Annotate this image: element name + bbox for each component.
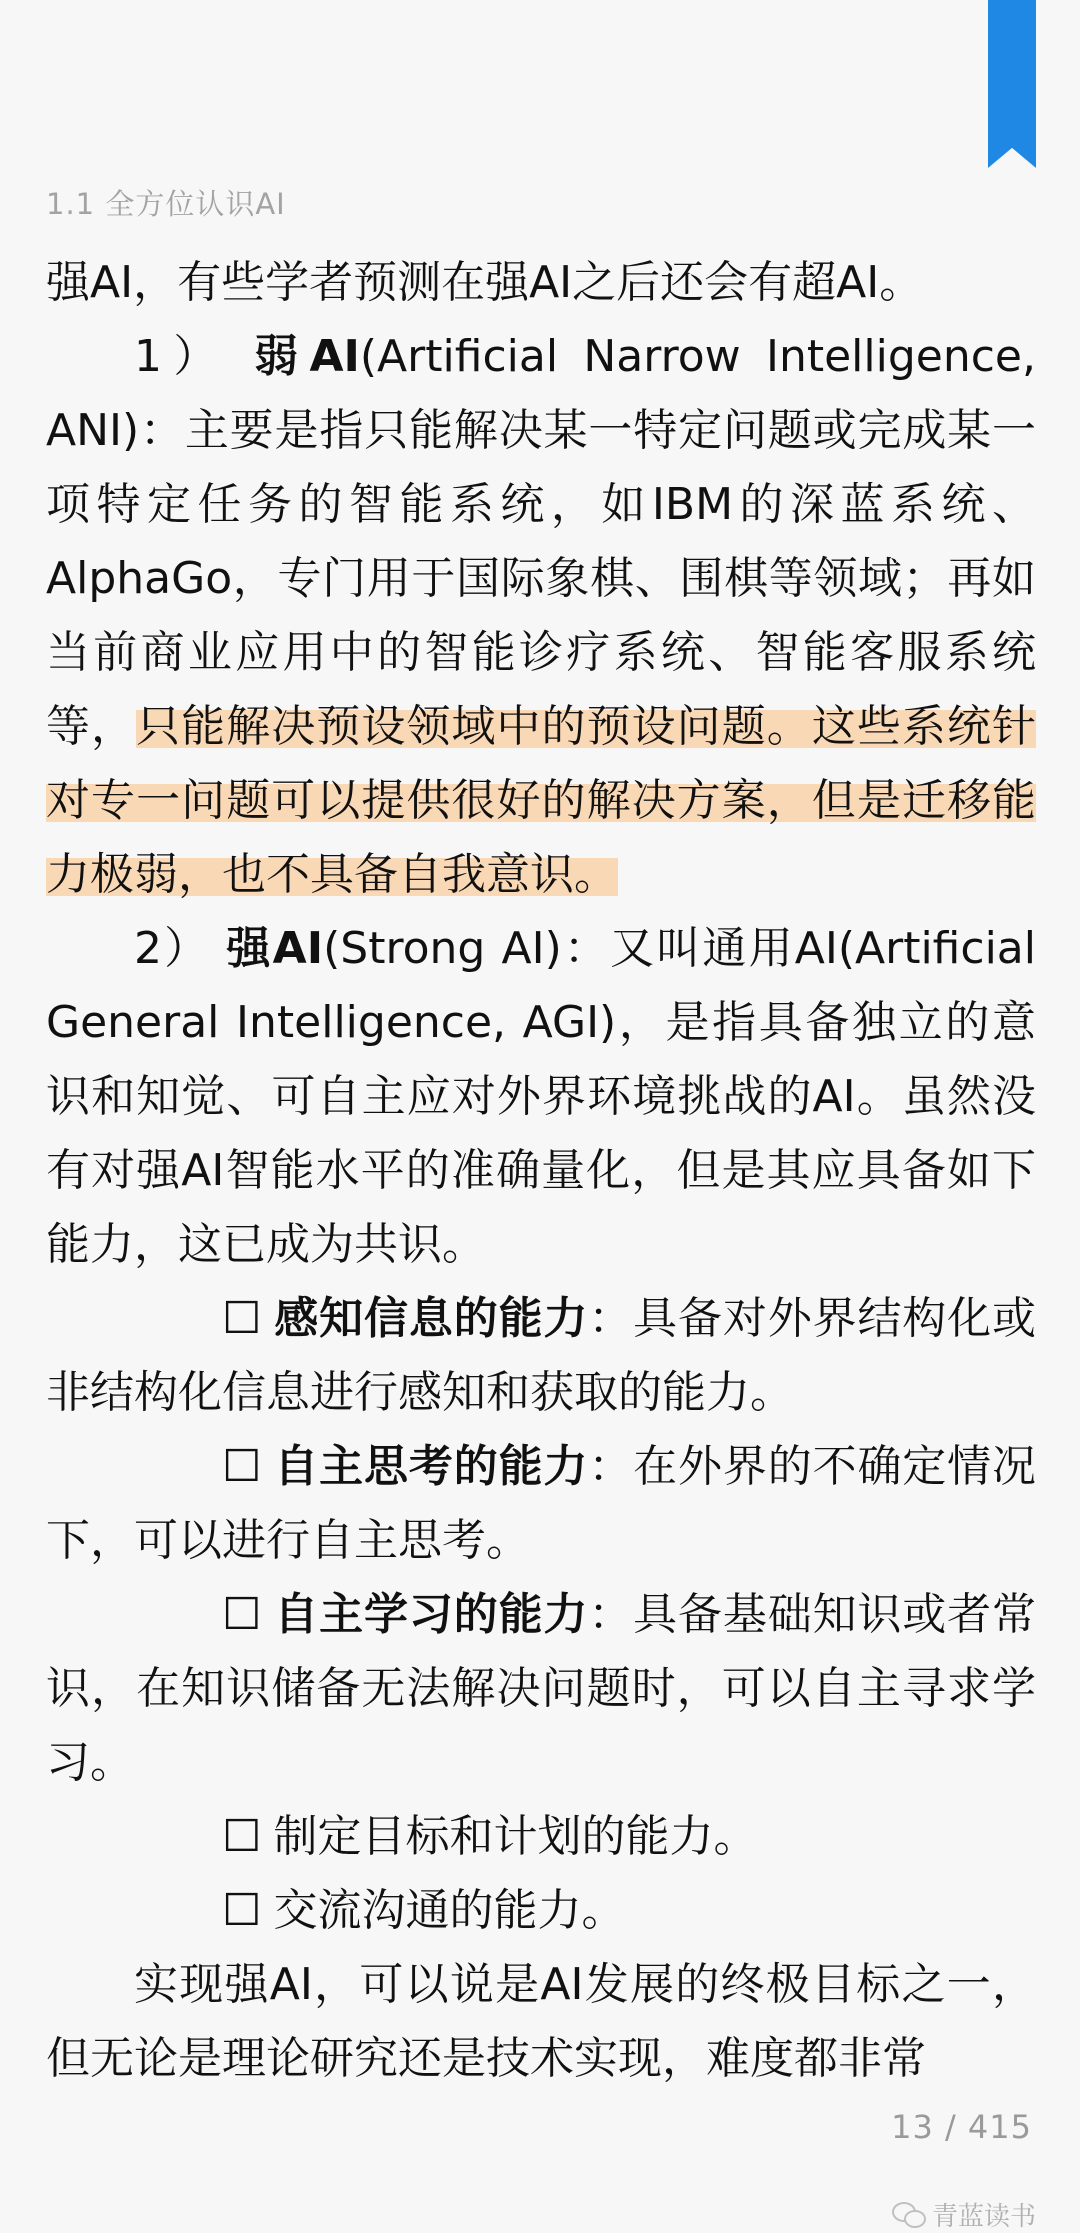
checklist-term: 感知信息的能力 [273, 1293, 589, 1344]
watermark-text: 青蓝读书 [931, 2202, 1036, 2232]
highlighted-text[interactable]: 只能解决预设领域中的预设问题。这些系统针对专一问题可以提供很好的解决方案，但是迁移能力极弱，也不具备自我意识。 [46, 701, 1037, 900]
checkbox-icon: ☐ [222, 1811, 262, 1862]
chapter-title: 1.1 全方位认识AI [46, 187, 286, 221]
paragraph-weak-ai [46, 320, 1036, 912]
bookmark-ribbon[interactable] [988, 0, 1036, 168]
checklist-term: 自主思考的能力 [273, 1441, 589, 1492]
paragraph-strong-ai [46, 912, 1036, 1282]
page-content [46, 246, 1036, 2096]
checklist-text: 制定目标和计划的能力。 [273, 1811, 758, 1862]
checklist-term: 自主学习的能力 [273, 1589, 589, 1640]
checklist-text: ：具备基础知识或者常识，在知识储备无法解决问题时，可以自主寻求学习。 [46, 1589, 1037, 1788]
strong-ai-description: (Strong AI)：又叫通用AI(Artificial General Intelligence, AGI)，是指具备独立的意识和知觉、可自主应对外界环境挑战的AI。虽然没有对强AI智能水平的准确量化，但是其应具备如下能力，这已成为共识。 [46, 923, 1036, 1270]
checkbox-icon: ☐ [222, 1441, 262, 1492]
checkbox-icon: ☐ [222, 1589, 262, 1640]
item-number: 1） [134, 331, 229, 382]
watermark [892, 2196, 1036, 2233]
weak-ai-description: (Artificial Narrow Intelligence, ANI)：主要是指只能解决某一特定问题或完成某一项特定任务的智能系统，如IBM的深蓝系统、AlphaGo，专门用于国际象棋、围棋等领域；再如当前商业应用中的智能诊疗系统、智能客服系统等， [46, 331, 1036, 752]
checklist-item [46, 1282, 1036, 1430]
paragraph-0: 强AI，有些学者预测在强AI之后还会有超AI。 [46, 257, 924, 308]
item-number: 2） [134, 923, 211, 974]
checklist-text: ：在外界的不确定情况下，可以进行自主思考。 [46, 1441, 1037, 1566]
checklist-item [46, 1874, 1036, 1948]
checkbox-icon: ☐ [222, 1885, 262, 1936]
checklist-text: 交流沟通的能力。 [273, 1885, 626, 1936]
paragraph-last: 实现强AI，可以说是AI发展的终极目标之一，但无论是理论研究还是技术实现，难度都非常 [46, 1959, 1036, 2084]
term-weak-ai: 弱AI [254, 331, 360, 382]
term-strong-ai: 强AI [226, 923, 324, 974]
checklist-item [46, 1430, 1036, 1578]
checklist-item [46, 1578, 1036, 1800]
page-indicator: 13 / 415 [891, 2108, 1032, 2146]
checklist-item [46, 1800, 1036, 1874]
checklist-text: ：具备对外界结构化或非结构化信息进行感知和获取的能力。 [46, 1293, 1037, 1418]
wechat-icon [892, 2202, 926, 2228]
checkbox-icon: ☐ [222, 1293, 262, 1344]
